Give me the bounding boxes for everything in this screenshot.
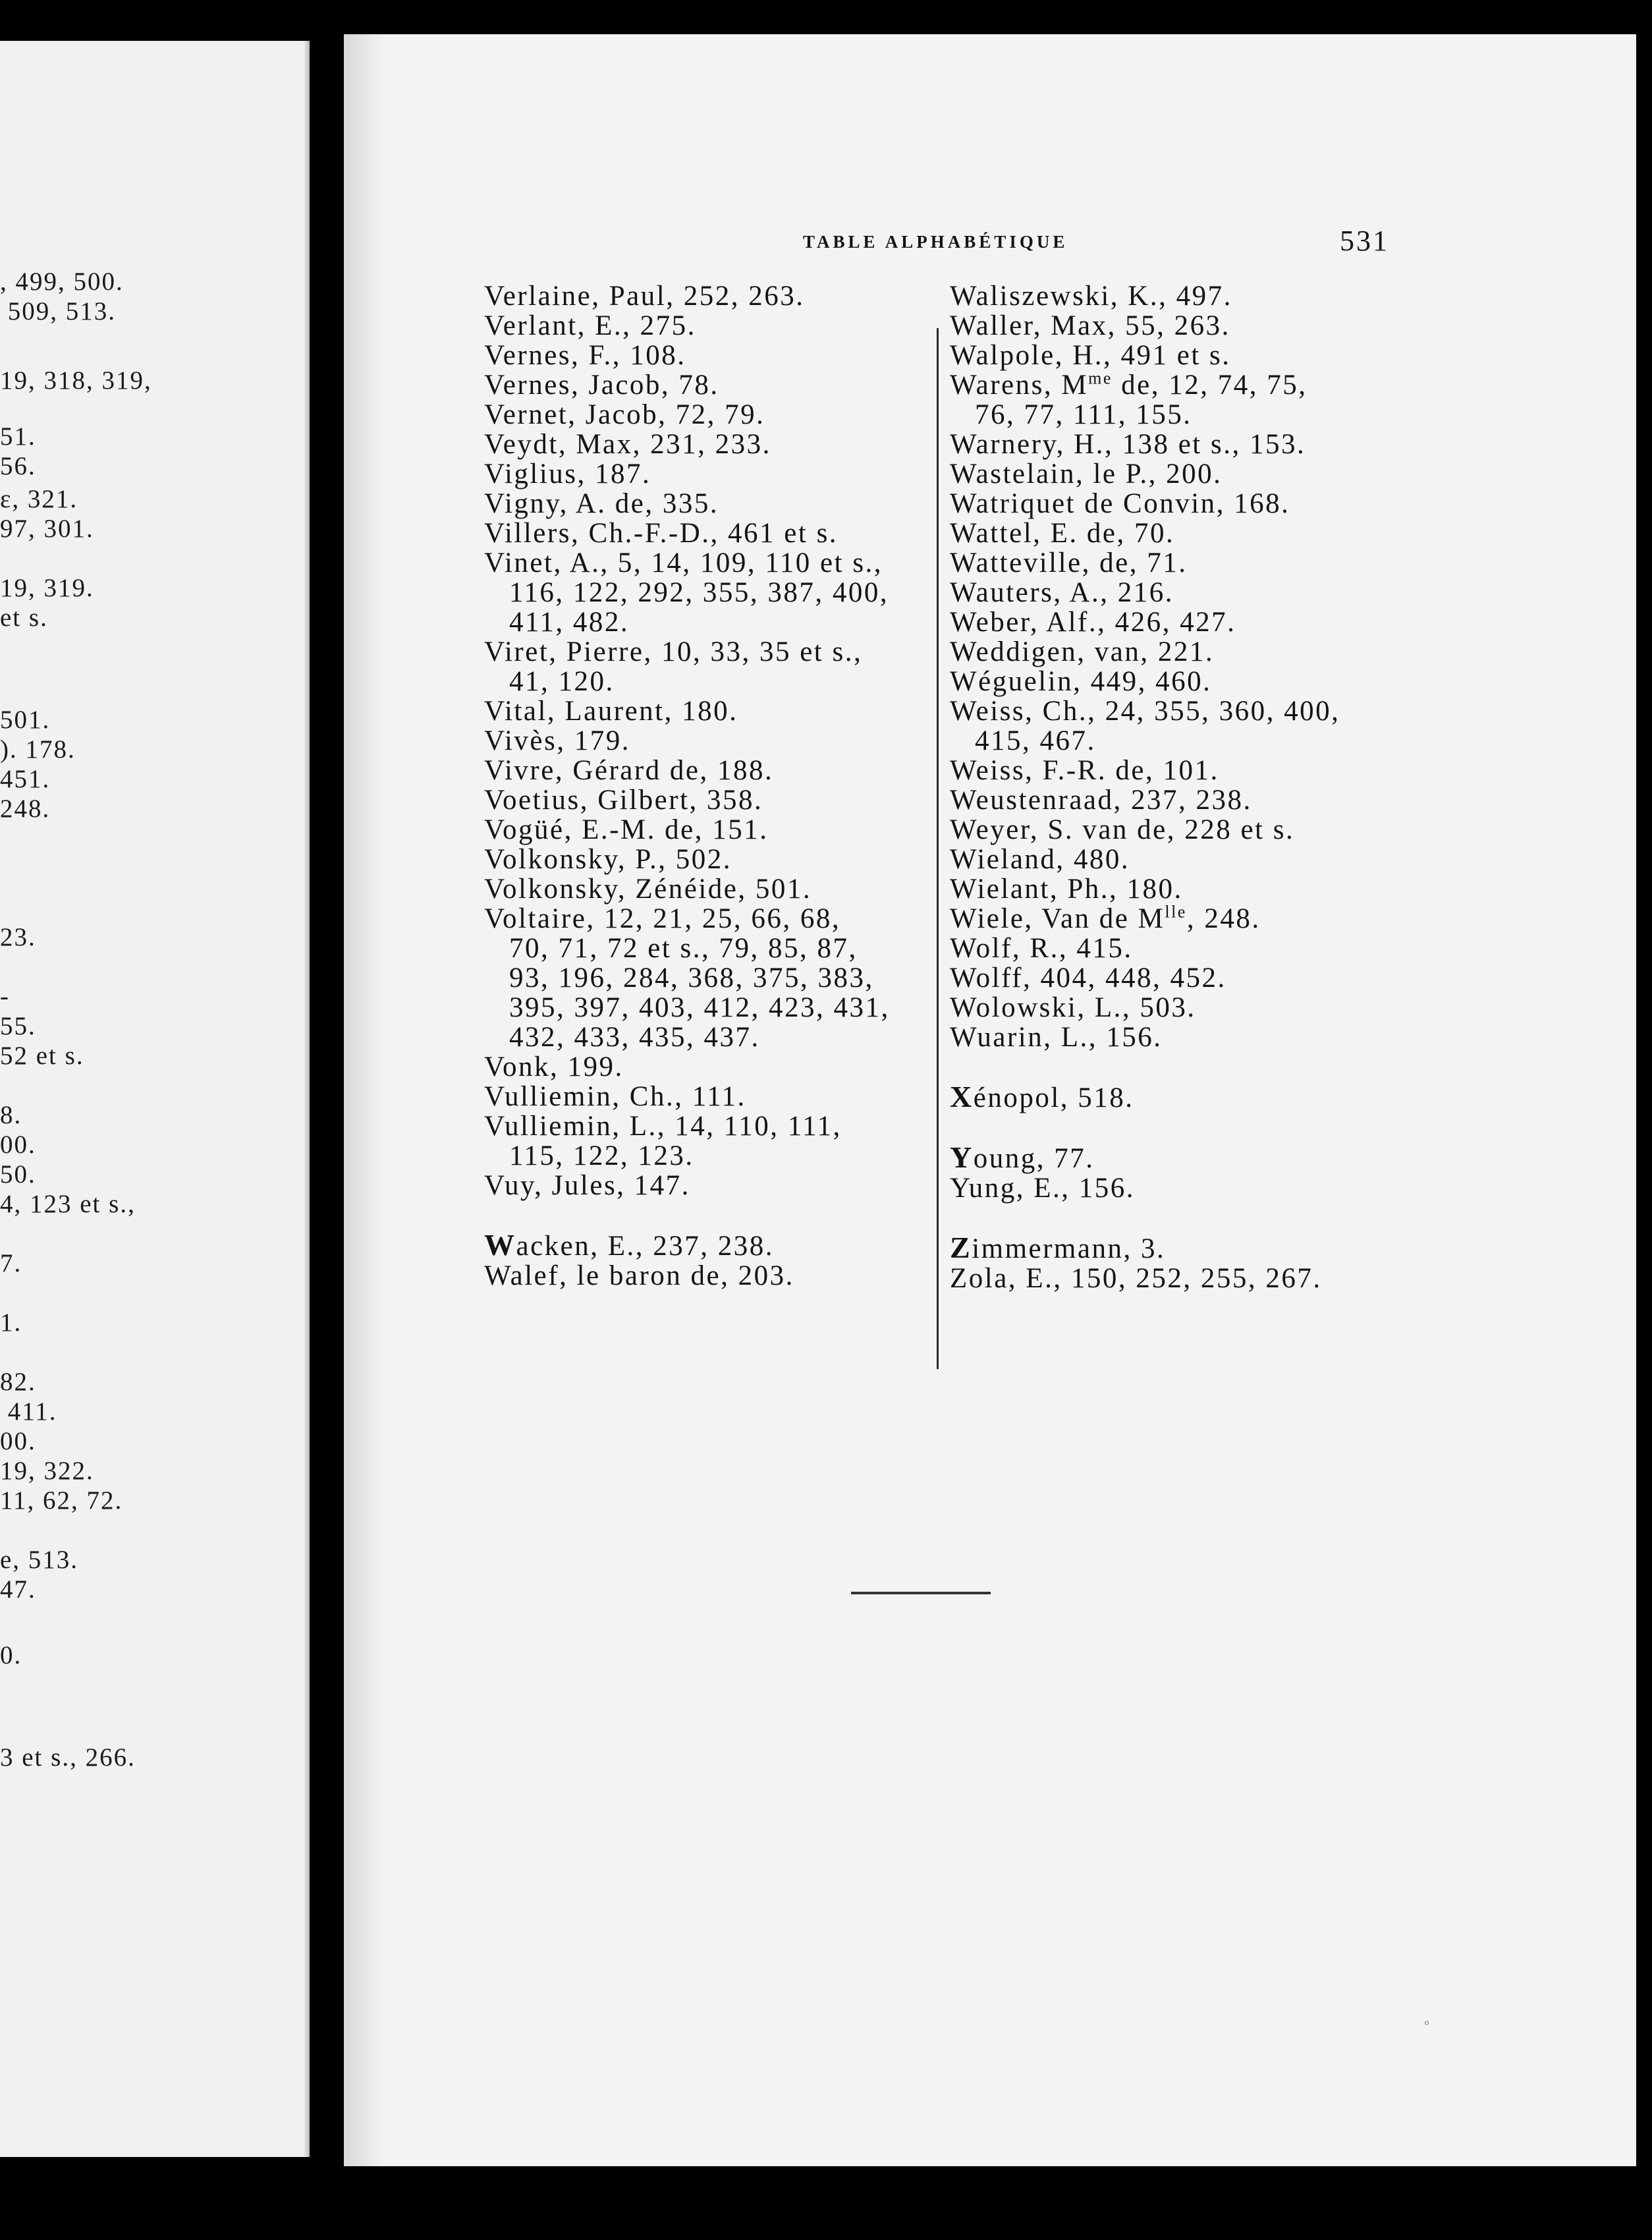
left-page-fragment: 47. — [0, 1575, 36, 1604]
index-entry — [484, 637, 965, 696]
entry-text: Wuarin, L., 156. — [950, 1022, 1163, 1053]
index-entry — [484, 518, 965, 548]
index-entry — [950, 1173, 1411, 1203]
left-page-fragment: 248. — [0, 795, 51, 823]
index-entry — [950, 934, 1411, 963]
left-page — [0, 41, 310, 2157]
entry-text: Vulliemin, L., 14, 110, 111, — [484, 1111, 842, 1142]
superscript: me — [1088, 368, 1113, 388]
index-entry — [950, 459, 1411, 489]
index-entry — [484, 756, 965, 785]
entry-text: Vulliemin, Ch., 111. — [484, 1081, 746, 1112]
entry-text: Viglius, 187. — [484, 459, 651, 490]
entry-text: Villers, Ch.-F.-D., 461 et s. — [484, 518, 839, 549]
left-page-fragment: ). 178. — [0, 735, 76, 764]
entry-text: Vuy, Jules, 147. — [484, 1170, 690, 1201]
entry-text: Weyer, S. van de, 228 et s. — [950, 814, 1295, 845]
index-entry — [950, 696, 1411, 756]
entry-continuation: 70, 71, 72 et s., 79, 85, 87, — [509, 933, 858, 964]
left-page-fragment: e, 513. — [0, 1546, 79, 1574]
left-page-fragment: ɛ, 321. — [0, 485, 78, 513]
index-entry — [484, 400, 965, 430]
entry-text: Wiele, Van de M — [950, 903, 1165, 934]
index-entry — [484, 370, 965, 400]
index-entry — [950, 785, 1411, 815]
left-page-fragment: 19, 319. — [0, 574, 94, 602]
index-entry — [950, 1264, 1411, 1293]
left-page-fragment: 55. — [0, 1012, 36, 1040]
left-page-fragment: 3 et s., 266. — [0, 1743, 136, 1772]
left-page-fragment: 19, 318, 319, — [0, 366, 152, 395]
column-divider — [937, 328, 939, 1369]
index-entry — [484, 696, 965, 726]
entry-text: Vital, Laurent, 180. — [484, 696, 738, 727]
entry-text: Weiss, Ch., 24, 355, 360, 400, — [950, 696, 1340, 727]
section-initial: W — [484, 1228, 516, 1262]
index-entry — [484, 341, 965, 370]
left-page-fragment: 23. — [0, 923, 36, 951]
left-page-fragment: 82. — [0, 1368, 36, 1396]
entry-text: oung, 77. — [973, 1143, 1095, 1174]
entry-continuation: 395, 397, 403, 412, 423, 431, — [509, 992, 890, 1023]
index-entry — [484, 548, 965, 637]
entry-text: Volkonsky, P., 502. — [484, 844, 732, 875]
index-entry — [950, 904, 1411, 934]
entry-text: Wattel, E. de, 70. — [950, 518, 1175, 549]
entry-text: Vivès, 179. — [484, 725, 630, 756]
index-entry — [484, 1111, 965, 1171]
entry-text: Waliszewski, K., 497. — [950, 281, 1232, 312]
left-page-fragment: 00. — [0, 1427, 36, 1455]
entry-text: Waller, Max, 55, 263. — [950, 310, 1230, 341]
entry-text: acken, E., 237, 238. — [516, 1231, 775, 1262]
section-initial: Z — [950, 1231, 972, 1264]
end-rule — [851, 1592, 991, 1594]
entry-text: Weber, Alf., 426, 427. — [950, 607, 1236, 638]
entry-text: , 248. — [1186, 903, 1261, 934]
index-entry — [484, 785, 965, 815]
entry-text: Watriquet de Convin, 168. — [950, 488, 1290, 519]
index-entry — [484, 845, 965, 874]
index-entry — [950, 963, 1411, 993]
left-page-fragment: 52 et s. — [0, 1042, 84, 1070]
entry-text: immermann, 3. — [972, 1233, 1166, 1264]
entry-text: Vinet, A., 5, 14, 109, 110 et s., — [484, 547, 883, 578]
entry-text: Wastelain, le P., 200. — [950, 459, 1223, 490]
index-entry — [484, 1230, 965, 1261]
entry-text: Verlaine, Paul, 252, 263. — [484, 281, 805, 312]
entry-continuation: 41, 120. — [509, 666, 615, 697]
entry-text: Warnery, H., 138 et s., 153. — [950, 429, 1306, 460]
entry-continuation: 415, 467. — [975, 725, 1096, 756]
entry-text: Volkonsky, Zénéide, 501. — [484, 874, 812, 905]
index-entry — [950, 578, 1411, 607]
entry-text: Veydt, Max, 231, 233. — [484, 429, 771, 460]
section-initial: X — [950, 1080, 974, 1113]
entry-text: Warens, M — [950, 370, 1089, 401]
entry-continuation: 432, 433, 435, 437. — [509, 1022, 760, 1053]
left-page-edge — [304, 41, 310, 2157]
left-page-fragment: 11, 62, 72. — [0, 1486, 123, 1515]
entry-text: énopol, 518. — [973, 1082, 1134, 1113]
left-page-fragment: 451. — [0, 765, 51, 793]
entry-text: Weiss, F.-R. de, 101. — [950, 755, 1219, 786]
entry-continuation: 115, 122, 123. — [509, 1140, 694, 1171]
entry-text: Wielant, Ph., 180. — [950, 874, 1183, 905]
entry-text: de, 12, 74, 75, — [1112, 370, 1308, 401]
index-entry — [950, 607, 1411, 637]
left-page-fragment: , 499, 500. — [0, 267, 124, 296]
index-entry — [484, 459, 965, 489]
entry-text: Viret, Pierre, 10, 33, 35 et s., — [484, 636, 863, 667]
index-entry — [950, 311, 1411, 341]
left-page-fragment: - — [0, 982, 10, 1011]
entry-continuation: 116, 122, 292, 355, 387, 400, — [509, 577, 889, 608]
index-entry — [950, 874, 1411, 904]
left-page-fragment: 00. — [0, 1131, 36, 1159]
left-page-fragment: 7. — [0, 1249, 22, 1277]
entry-text: Yung, E., 156. — [950, 1173, 1136, 1204]
entry-text: Watteville, de, 71. — [950, 547, 1188, 578]
entry-text: Vigny, A. de, 335. — [484, 488, 719, 519]
left-page-fragment: 19, 322. — [0, 1457, 94, 1485]
left-page-fragment: et s. — [0, 603, 48, 632]
index-entry — [950, 370, 1411, 430]
section-initial: Y — [950, 1140, 974, 1174]
left-page-fragment: 56. — [0, 452, 36, 480]
left-page-text — [0, 41, 304, 2157]
index-column-right — [950, 281, 1411, 1293]
left-page-fragment: 411. — [0, 1397, 57, 1426]
left-page-fragment: 509, 513. — [0, 297, 116, 325]
index-entry — [950, 548, 1411, 578]
entry-text: Vivre, Gérard de, 188. — [484, 755, 774, 786]
entry-text: Weustenraad, 237, 238. — [950, 785, 1252, 816]
index-entry — [950, 993, 1411, 1022]
left-page-fragment: 501. — [0, 706, 51, 734]
entry-text: Wauters, A., 216. — [950, 577, 1174, 608]
index-entry — [950, 518, 1411, 548]
index-entry — [484, 1082, 965, 1111]
page-gutter — [344, 34, 383, 2166]
entry-continuation: 93, 196, 284, 368, 375, 383, — [509, 963, 874, 994]
entry-text: Walef, le baron de, 203. — [484, 1260, 794, 1291]
left-page-fragment: 8. — [0, 1101, 22, 1129]
left-page-fragment: 97, 301. — [0, 515, 94, 543]
entry-text: Vonk, 199. — [484, 1051, 624, 1082]
superscript: lle — [1165, 902, 1187, 922]
index-entry — [950, 1233, 1411, 1264]
left-page-fragment: 50. — [0, 1160, 36, 1189]
entry-text: Vernes, F., 108. — [484, 340, 686, 371]
left-page-fragment: 51. — [0, 422, 36, 451]
index-entry — [484, 1171, 965, 1200]
index-entry — [484, 1261, 965, 1291]
index-entry — [484, 311, 965, 341]
entry-text: Wolf, R., 415. — [950, 933, 1133, 964]
entry-text: Walpole, H., 491 et s. — [950, 340, 1231, 371]
index-entry — [950, 430, 1411, 459]
index-entry — [484, 489, 965, 518]
entry-text: Wéguelin, 449, 460. — [950, 666, 1212, 697]
index-entry — [950, 667, 1411, 696]
left-page-fragment: 1. — [0, 1308, 22, 1337]
entry-text: Verlant, E., 275. — [484, 310, 696, 341]
entry-text: Voetius, Gilbert, 358. — [484, 785, 763, 816]
page-number: 531 — [1340, 225, 1389, 257]
entry-text: Voltaire, 12, 21, 25, 66, 68, — [484, 903, 841, 934]
index-entry — [950, 1022, 1411, 1052]
entry-text: Vogüé, E.-M. de, 151. — [484, 814, 769, 845]
entry-text: Wolff, 404, 448, 452. — [950, 963, 1226, 994]
index-entry — [950, 756, 1411, 785]
left-page-fragment: 0. — [0, 1641, 22, 1669]
entry-continuation: 411, 482. — [509, 607, 630, 638]
entry-text: Wolowski, L., 503. — [950, 992, 1196, 1023]
index-entry — [950, 637, 1411, 667]
index-entry — [484, 874, 965, 904]
entry-continuation: 76, 77, 111, 155. — [975, 399, 1192, 430]
right-page — [344, 34, 1636, 2166]
index-entry — [484, 726, 965, 756]
entry-text: Weddigen, van, 221. — [950, 636, 1215, 667]
index-column-left — [484, 281, 965, 1291]
entry-text: Vernes, Jacob, 78. — [484, 370, 719, 401]
entry-text: Wieland, 480. — [950, 844, 1130, 875]
index-entry — [950, 815, 1411, 845]
index-entry — [484, 281, 965, 311]
index-entry — [950, 1142, 1411, 1173]
index-entry — [484, 430, 965, 459]
index-entry — [950, 845, 1411, 874]
index-entry — [950, 1082, 1411, 1113]
index-entry — [484, 815, 965, 845]
left-page-fragment: 4, 123 et s., — [0, 1190, 136, 1218]
running-head: TABLE ALPHABÉTIQUE — [803, 232, 1068, 252]
page-speck: ° — [1424, 2019, 1429, 2033]
index-entry — [484, 1052, 965, 1082]
entry-text: Vernet, Jacob, 72, 79. — [484, 399, 765, 430]
index-entry — [484, 904, 965, 1052]
entry-text: Zola, E., 150, 252, 255, 267. — [950, 1263, 1322, 1294]
index-entry — [950, 281, 1411, 311]
index-entry — [950, 341, 1411, 370]
index-entry — [950, 489, 1411, 518]
